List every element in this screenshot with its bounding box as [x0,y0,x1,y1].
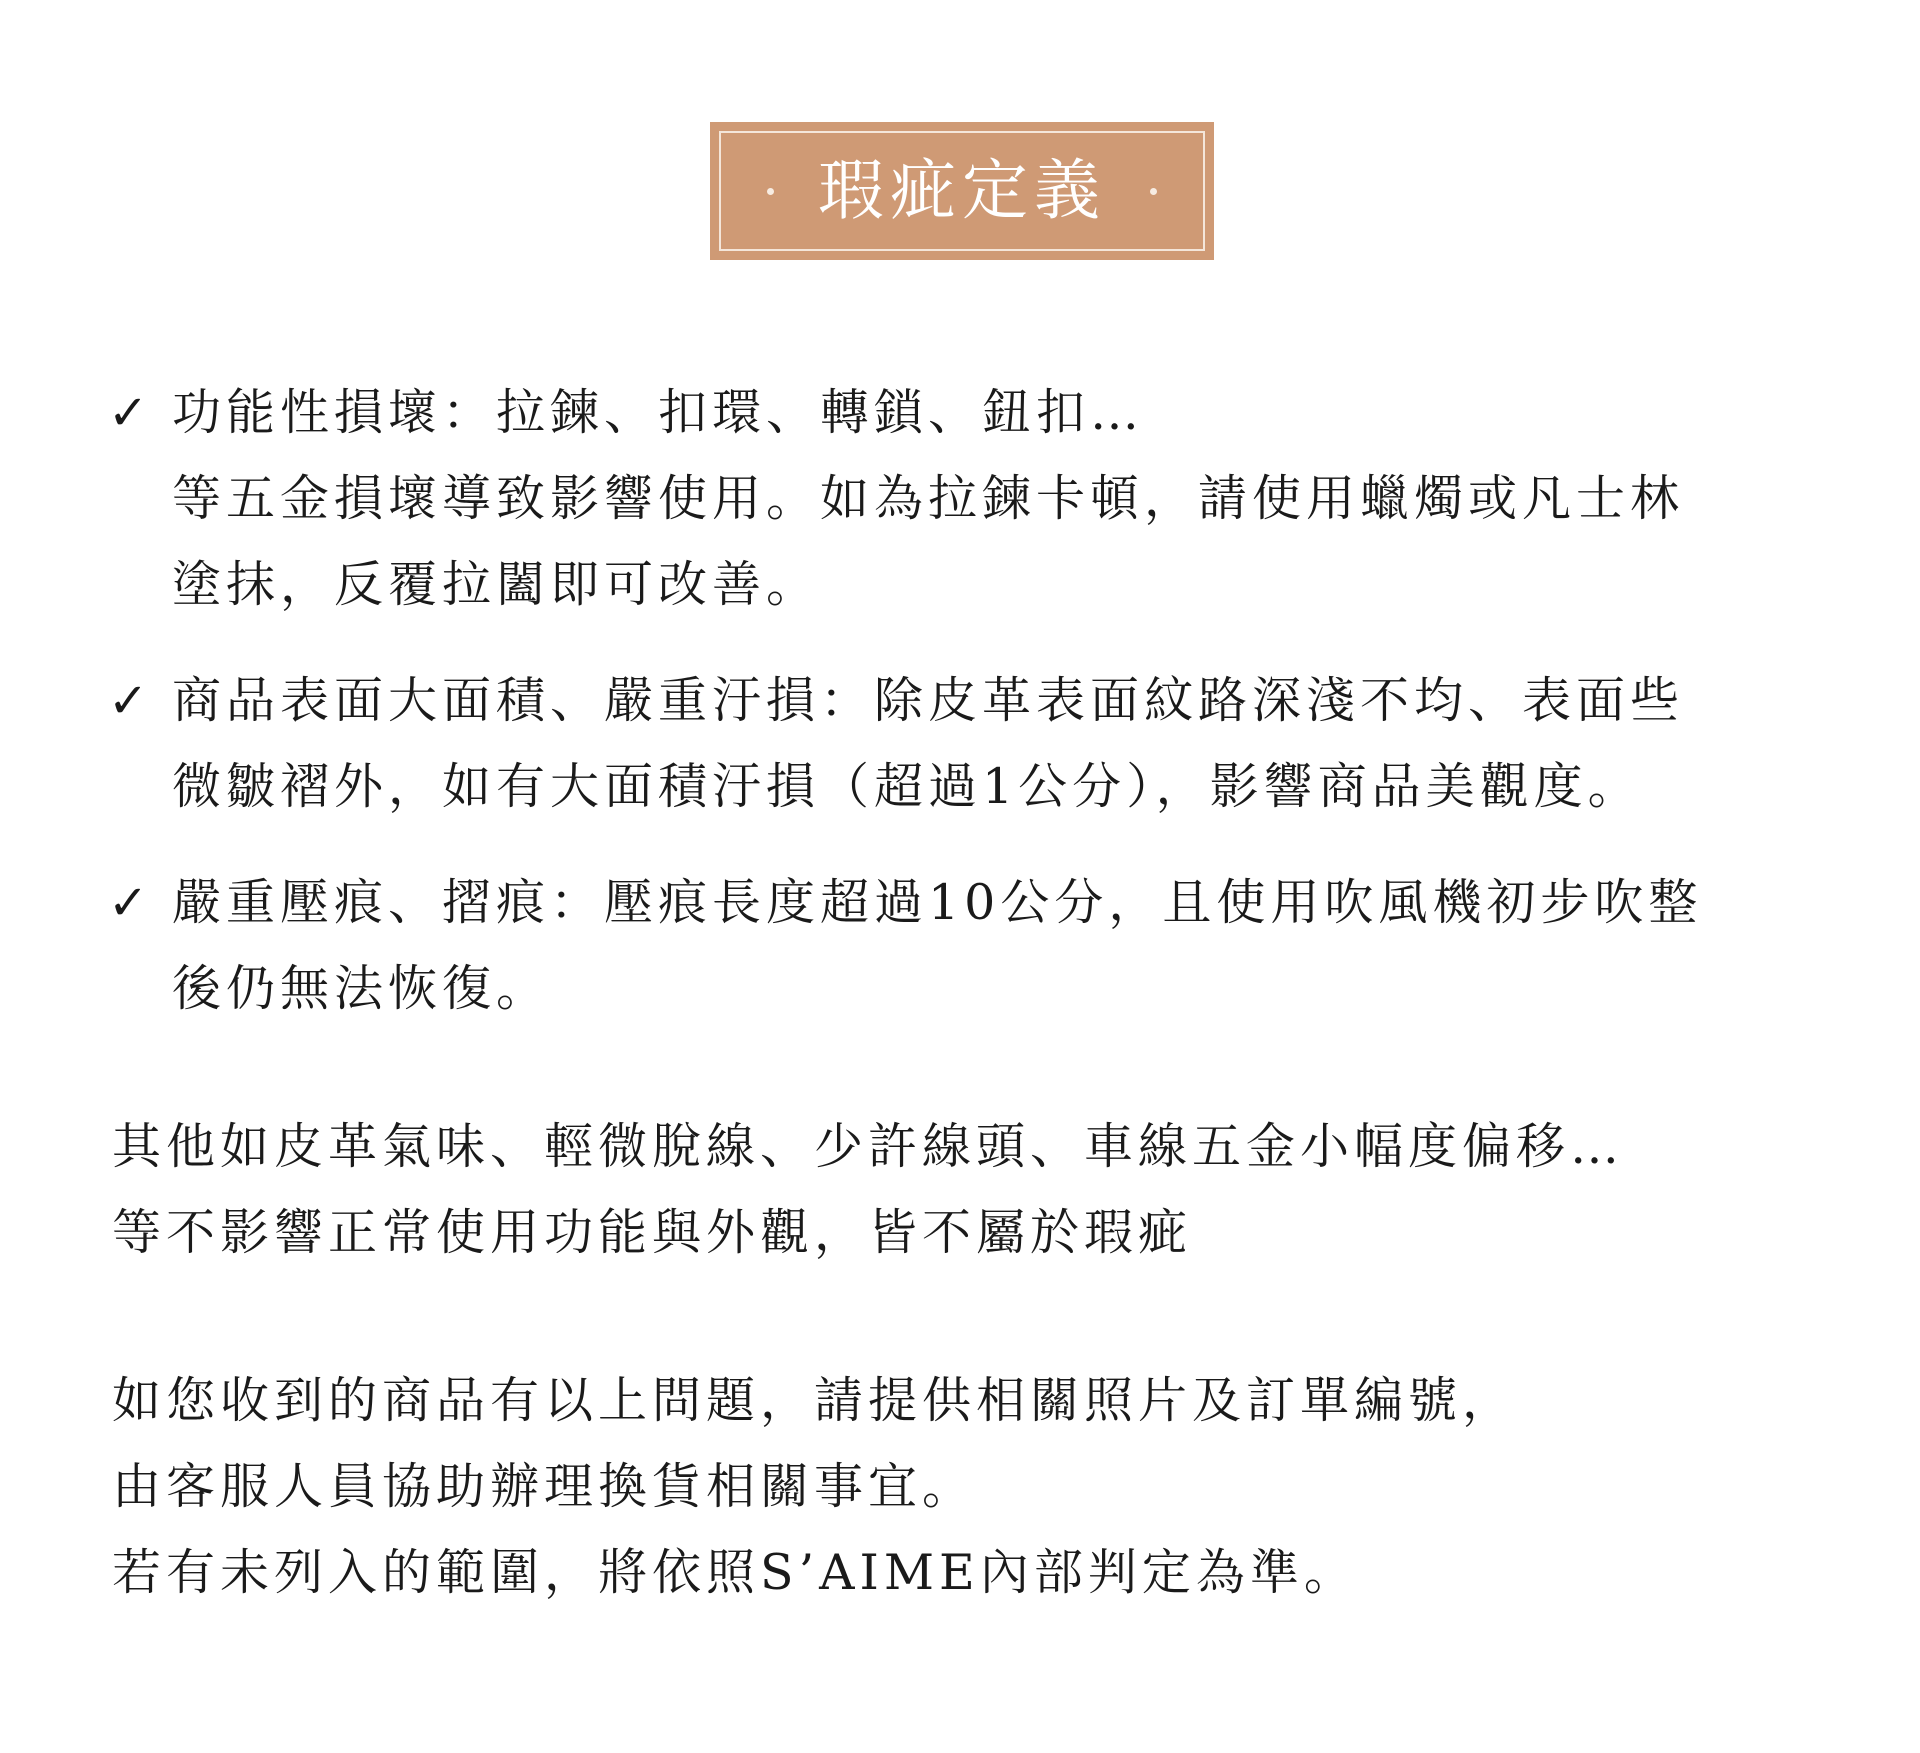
title-banner [710,122,1214,260]
page-title: 瑕疵定義 [818,152,1106,229]
defect-item-text: 後仍無法恢復。 [172,960,551,1017]
defect-item-text: 塗抹，反覆拉闔即可改善。 [172,556,821,613]
check-mark-icon: ✓ [108,385,154,441]
title-left-dot [767,188,774,195]
contact-line: 如您收到的商品有以上問題，請提供相關照片及訂單編號， [112,1372,1517,1429]
check-mark-icon: ✓ [108,673,154,729]
contact-line: 由客服人員協助辦理換貨相關事宜。 [112,1458,977,1515]
note-line: 其他如皮革氣味、輕微脫線、少許線頭、車線五金小幅度偏移… [112,1118,1625,1175]
title-right-dot [1150,188,1157,195]
non-defect-note [112,1104,1832,1276]
defect-item-text: 等五金損壞導致影響使用。如為拉鍊卡頓，請使用蠟燭或凡士林 [172,470,1685,527]
defect-item-text: 嚴重壓痕、摺痕：壓痕長度超過10公分，且使用吹風機初步吹整 [172,874,1703,931]
defect-item-surface-stain [108,658,1828,830]
defect-list [108,370,1828,1032]
defect-item-text: 微皺褶外，如有大面積汙損（超過1公分），影響商品美觀度。 [172,758,1642,815]
defect-item-crease [108,860,1828,1032]
contact-instructions [112,1358,1832,1616]
defect-item-text: 功能性損壞：拉鍊、扣環、轉鎖、鈕扣… [172,384,1145,441]
contact-line: 若有未列入的範圍，將依照S’AIME內部判定為準。 [112,1544,1358,1601]
check-mark-icon: ✓ [108,875,154,931]
note-line: 等不影響正常使用功能與外觀，皆不屬於瑕疵 [112,1204,1193,1261]
title-frame [719,131,1205,251]
defect-item-text: 商品表面大面積、嚴重汙損：除皮革表面紋路深淺不均、表面些 [172,672,1685,729]
defect-item-functional-damage [108,370,1828,628]
